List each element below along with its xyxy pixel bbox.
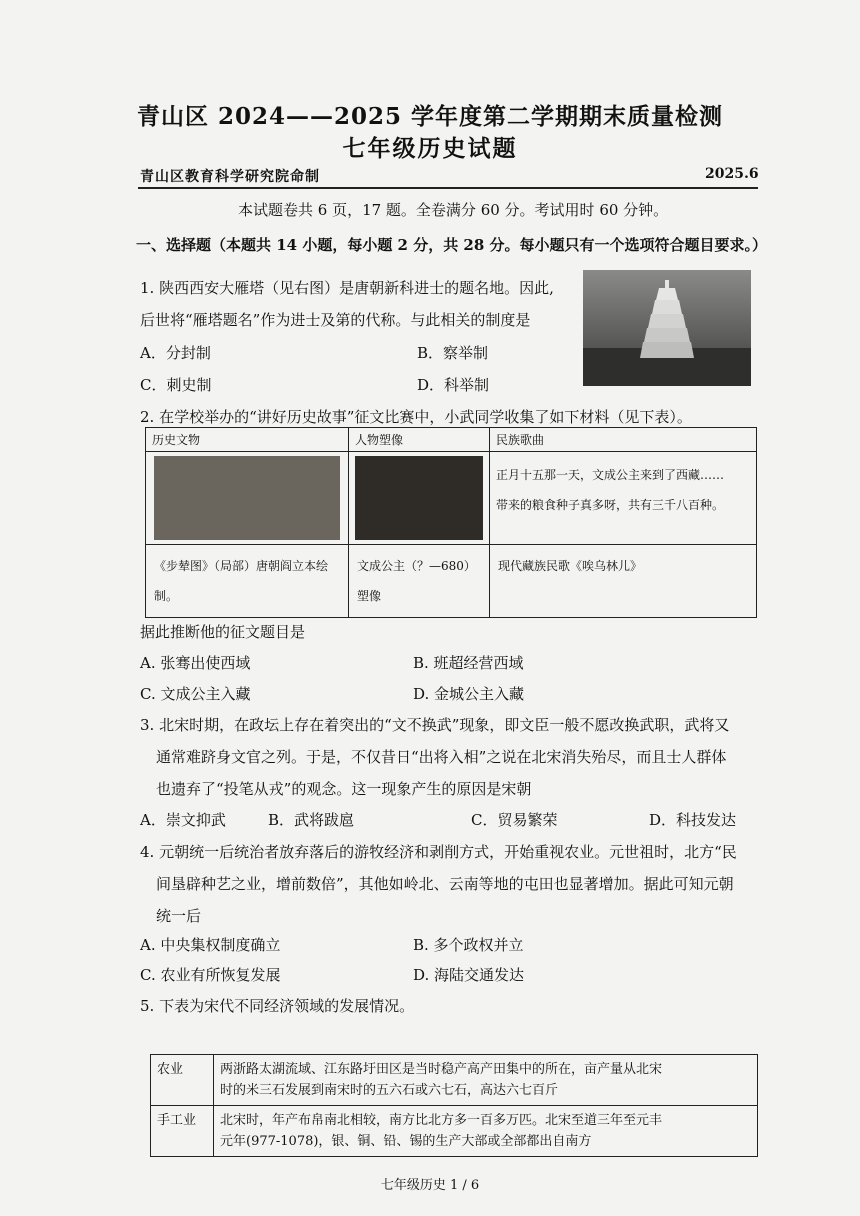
- song-caption: 现代藏族民歌《唉乌林儿》: [490, 545, 757, 618]
- row-line: 元年(977-1078)，银、铜、铅、锡的生产大部或全部都出自南方: [220, 1134, 592, 1149]
- q4-option-a: A. 中央集权制度确立: [140, 936, 281, 954]
- q5-economy-table: [150, 1054, 758, 1157]
- table-header-artifact: 历史文物: [146, 428, 349, 452]
- q3-option-b: B．武将跋扈: [268, 811, 355, 829]
- q2-option-c: C. 文成公主入藏: [140, 685, 251, 703]
- row-line: 时的米三石发展到南宋时的五六石或六七石，高达六七百斤: [220, 1083, 559, 1098]
- table-header-song: 民族歌曲: [490, 428, 757, 452]
- q3-line1: 3. 北宋时期，在政坛上存在着突出的“文不换武”现象，即文臣一般不愿改换武职，武将又: [140, 716, 730, 734]
- row-line: 两浙路太湖流域、江东路圩田区是当时稳产高产田集中的所在，亩产量从北宋: [220, 1062, 663, 1077]
- q3-line2: 通常难跻身文官之列。于是，不仅昔日“出将入相”之说在北宋消失殆尽，而且士人群体: [156, 748, 727, 766]
- q3-option-a: A．崇文抑武: [140, 811, 226, 829]
- q1-option-b: B．察举制: [417, 344, 489, 362]
- q2-question: 据此推断他的征文题目是: [140, 623, 306, 641]
- q3-option-d: D．科技发达: [649, 811, 737, 829]
- statue-caption-line2: 塑像: [357, 589, 382, 603]
- pagoda-icon: [583, 270, 751, 386]
- q2-option-d: D. 金城公主入藏: [413, 685, 525, 703]
- row-line: 北宋时，年产布帛南北相较，南方比北方多一百多万匹。北宋至道三年至元丰: [220, 1113, 663, 1128]
- exam-notice: 本试题卷共 6 页，17 题。全卷满分 60 分。考试用时 60 分钟。: [238, 201, 669, 219]
- row-label-handicraft: 手工业: [151, 1106, 214, 1157]
- q2-material-table: [145, 427, 757, 618]
- page-number: 七年级历史 1 / 6: [380, 1178, 480, 1193]
- table-header-statue: 人物塑像: [349, 428, 490, 452]
- q2-stem: 2. 在学校举办的“讲好历史故事”征文比赛中，小武同学收集了如下材料（见下表）。: [140, 408, 692, 426]
- q1-option-a: A．分封制: [140, 344, 211, 362]
- q4-line3: 统一后: [156, 907, 202, 925]
- table-row: [151, 1055, 758, 1106]
- q3-line3: 也遗弃了“投笔从戎”的观念。这一现象产生的原因是宋朝: [156, 780, 532, 798]
- artifact-caption: 《步辇图》（局部）唐朝阎立本绘制。: [146, 545, 349, 618]
- q4-option-c: C. 农业有所恢复发展: [140, 966, 281, 984]
- statue-image: [355, 456, 483, 540]
- q2-option-a: A. 张骞出使西域: [140, 654, 251, 672]
- painting-image: [154, 456, 340, 540]
- q1-option-c: C．刺史制: [140, 376, 212, 394]
- song-lyrics-line2: 带来的粮食种子真多呀，共有三千八百种。: [496, 498, 725, 512]
- exam-subtitle: 七年级历史试题: [342, 135, 518, 162]
- header-divider: [138, 187, 758, 189]
- pagoda-photo: [583, 270, 751, 386]
- exam-title: 青山区 2024——2025 学年度第二学期期末质量检测: [136, 103, 724, 130]
- q1-option-d: D．科举制: [417, 376, 490, 394]
- row-content-handicraft: [214, 1106, 758, 1157]
- exam-date: 2025.6: [705, 166, 759, 182]
- song-lyrics-line1: 正月十五那一天，文成公主来到了西藏……: [496, 468, 725, 482]
- q4-option-b: B. 多个政权并立: [413, 936, 524, 954]
- q2-option-b: B. 班超经营西域: [413, 654, 524, 672]
- q5-stem: 5. 下表为宋代不同经济领域的发展情况。: [140, 997, 415, 1015]
- statue-caption-line1: 文成公主（？—680）: [357, 559, 476, 573]
- song-lyrics-cell: [490, 452, 757, 545]
- artifact-image-cell: [146, 452, 349, 545]
- q4-line2: 间垦辟种艺之业，增前数倍”，其他如岭北、云南等地的屯田也显著增加。据此可知元朝: [156, 875, 734, 893]
- q4-option-d: D. 海陆交通发达: [413, 966, 525, 984]
- table-row: [151, 1106, 758, 1157]
- row-content-agriculture: [214, 1055, 758, 1106]
- q4-line1: 4. 元朝统一后统治者放弃落后的游牧经济和剥削方式，开始重视农业。元世祖时，北方“民: [140, 843, 737, 861]
- q1-line2: 后世将“雁塔题名”作为进士及第的代称。与此相关的制度是: [140, 311, 531, 329]
- q1-line1: 1. 陕西西安大雁塔（见右图）是唐朝新科进士的题名地。因此,: [140, 279, 554, 297]
- q3-option-c: C．贸易繁荣: [471, 811, 558, 829]
- statue-caption-cell: [349, 545, 490, 618]
- statue-image-cell: [349, 452, 490, 545]
- issuer-text: 青山区教育科学研究院命制: [140, 169, 320, 185]
- row-label-agriculture: 农业: [151, 1055, 214, 1106]
- section-heading: 一、选择题（本题共 14 小题，每小题 2 分，共 28 分。每小题只有一个选项符合题目要求。）: [136, 236, 768, 254]
